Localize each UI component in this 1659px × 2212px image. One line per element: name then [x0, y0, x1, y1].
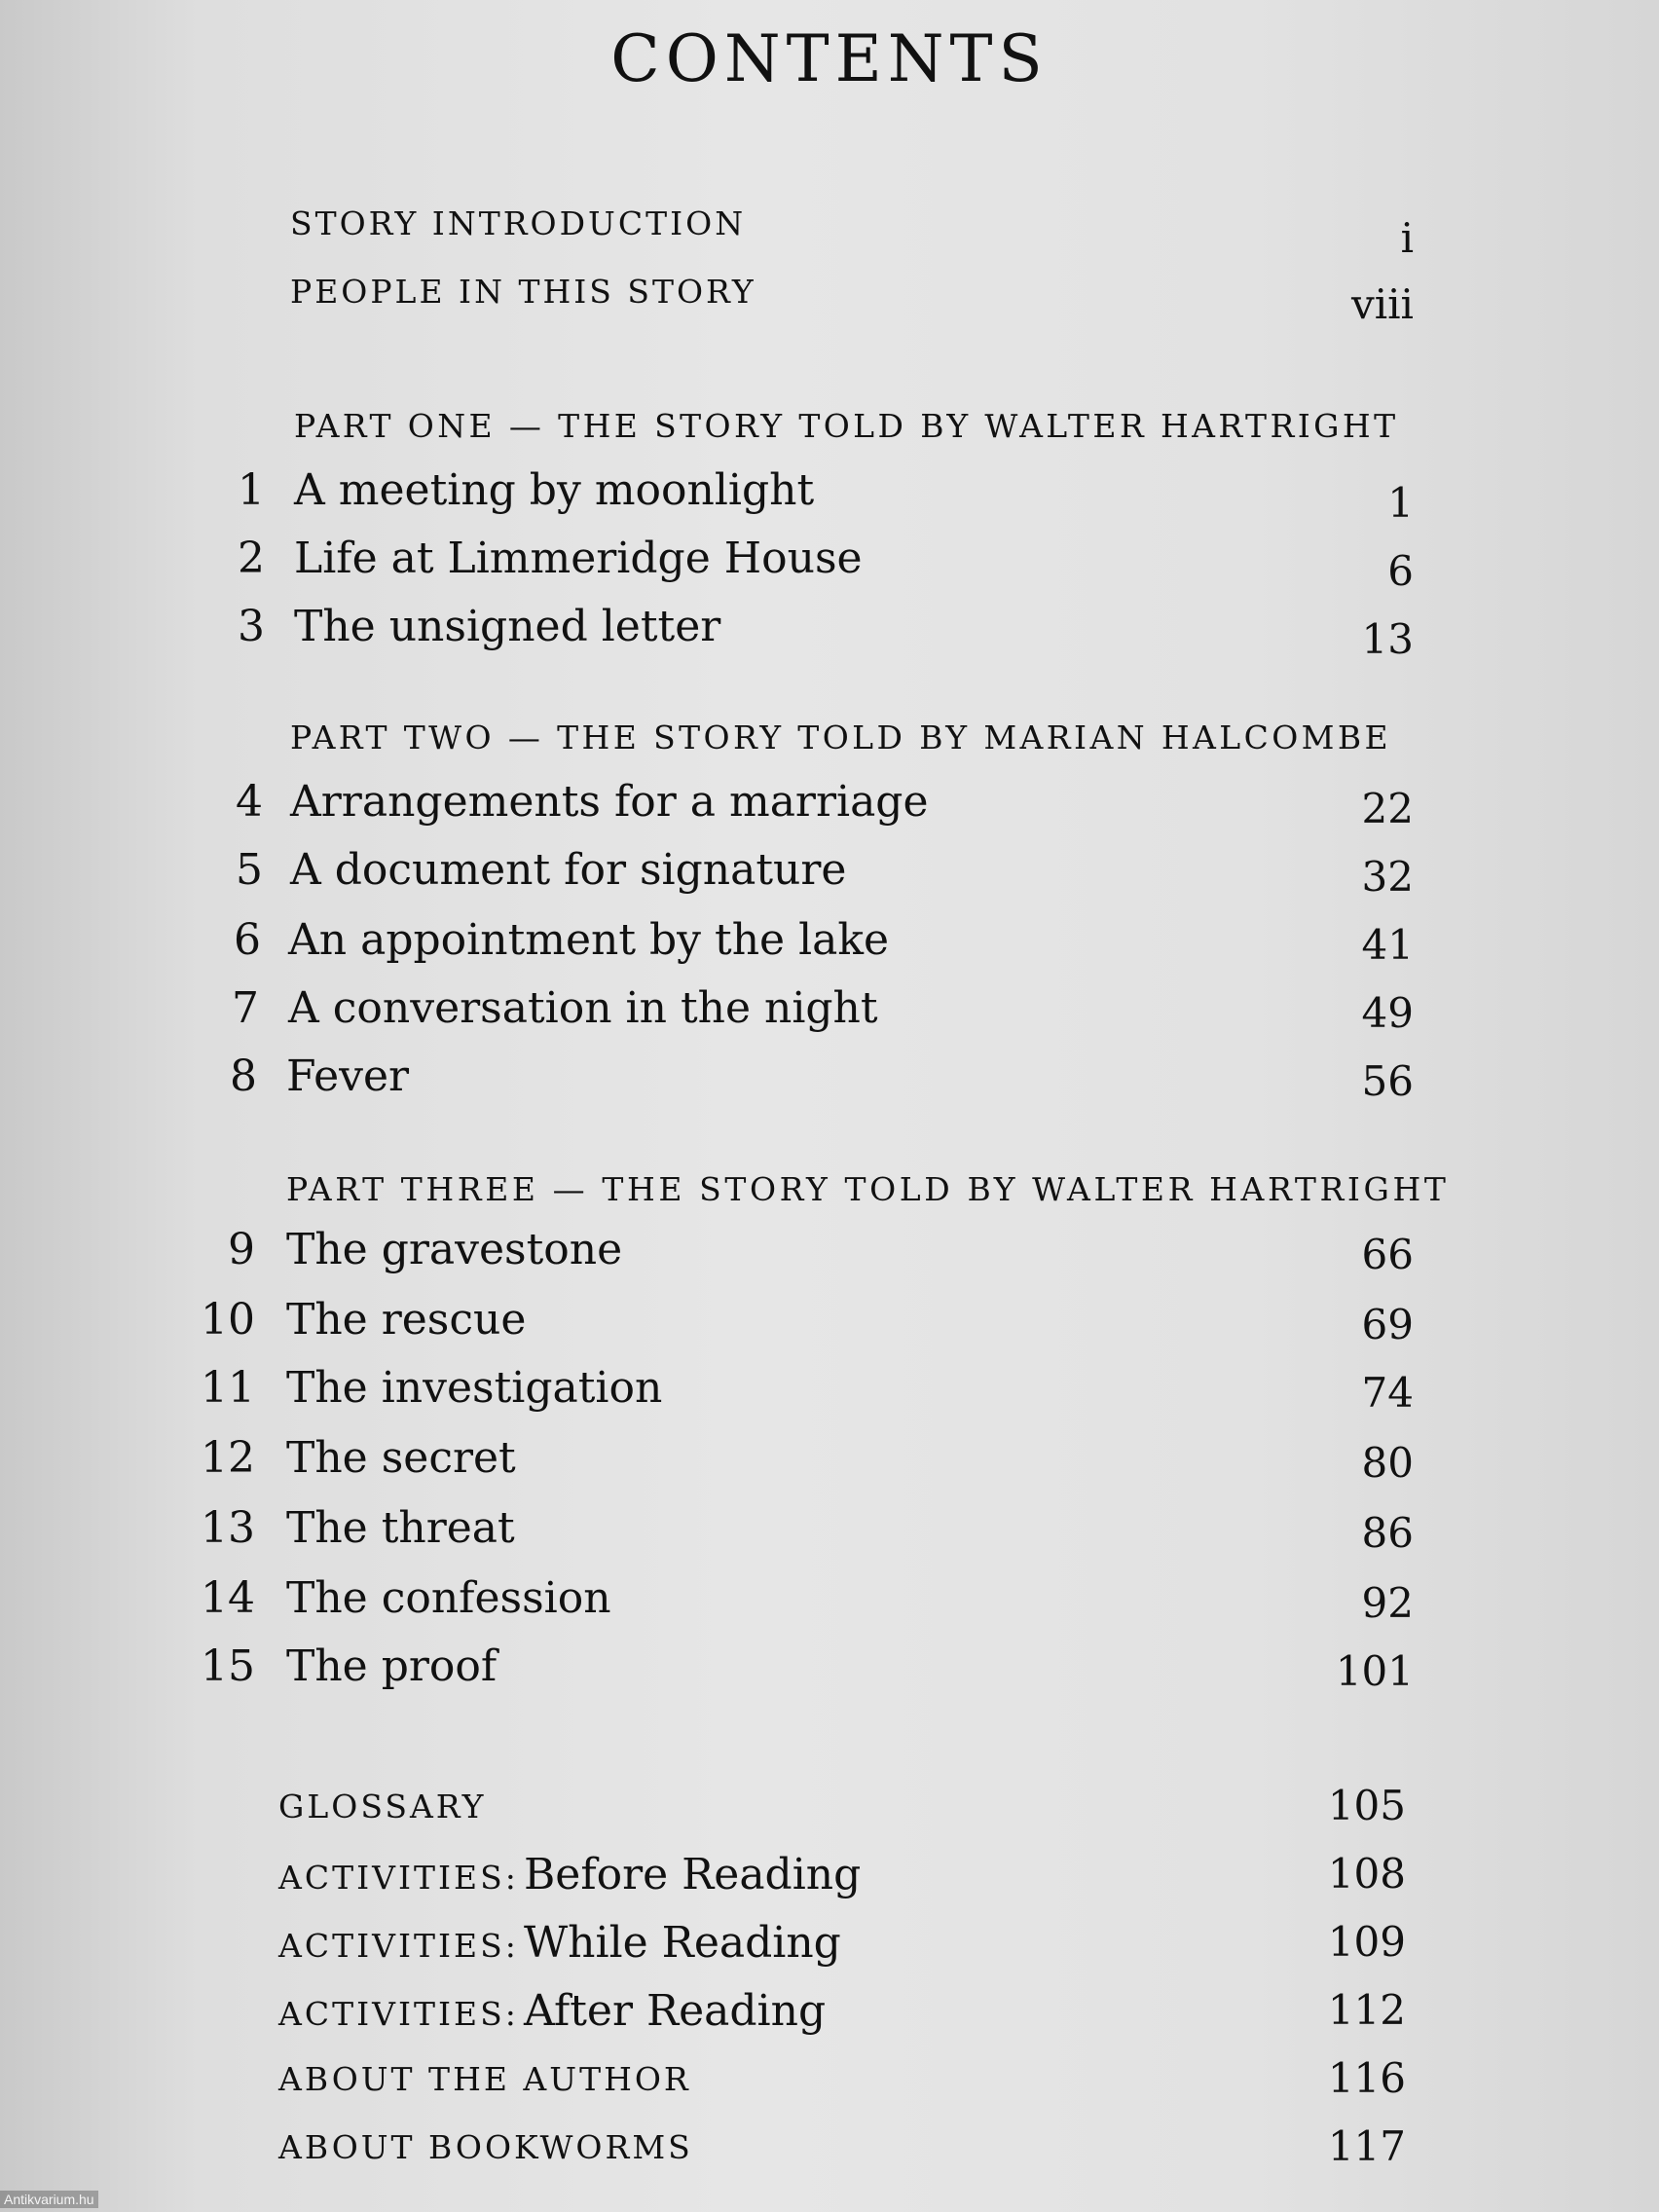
chapter-number: 14	[201, 1573, 255, 1623]
toc-entry-page: 105	[1327, 1782, 1406, 1829]
chapter-title: Fever	[286, 1051, 410, 1101]
toc-entry-label: GLOSSARY	[278, 1788, 487, 1825]
chapter-title: The investigation	[286, 1363, 663, 1413]
chapter-title: A meeting by moonlight	[294, 465, 815, 515]
toc-entry-label: ABOUT THE AUTHOR	[278, 2060, 691, 2098]
watermark: Antikvarium.hu	[0, 2191, 98, 2208]
chapter-number: 11	[201, 1363, 255, 1413]
chapter-number: 8	[230, 1051, 257, 1101]
chapter-page: 41	[1361, 921, 1414, 969]
toc-entry-label-head: ACTIVITIES:	[278, 1927, 519, 1965]
chapter-number: 13	[201, 1503, 255, 1553]
chapter-number: 1	[238, 465, 265, 515]
toc-entry-label: PEOPLE IN THIS STORY	[290, 273, 756, 311]
part-heading	[0, 719, 1659, 777]
chapter-title: The proof	[286, 1641, 498, 1691]
toc-entry-page: 117	[1327, 2122, 1406, 2170]
chapter-entry[interactable]	[0, 534, 1659, 595]
chapter-title: An appointment by the lake	[288, 915, 890, 965]
chapter-number: 5	[236, 845, 263, 895]
chapter-title: A conversation in the night	[288, 983, 878, 1033]
chapter-title: A document for signature	[290, 845, 847, 895]
chapter-page: 92	[1361, 1579, 1414, 1627]
chapter-entry[interactable]	[0, 983, 1659, 1042]
chapter-number: 15	[201, 1641, 255, 1691]
toc-entry-page: viii	[1350, 280, 1414, 328]
toc-entry-label	[278, 1850, 861, 1899]
toc-entry-page: 116	[1327, 2054, 1406, 2102]
part-three-heading: PART THREE — THE STORY TOLD BY WALTER HARTRIGHT	[286, 1170, 1450, 1208]
chapter-page: 1	[1387, 479, 1414, 527]
toc-entry-page: 108	[1327, 1850, 1406, 1898]
toc-entry-about-the-author[interactable]	[0, 2054, 1659, 2113]
toc-entry-page: 109	[1327, 1918, 1406, 1966]
part-heading	[0, 1168, 1659, 1227]
chapter-title: Arrangements for a marriage	[290, 777, 929, 827]
toc-entry-label-head: ACTIVITIES:	[278, 1995, 519, 2033]
chapter-number: 3	[238, 602, 265, 651]
chapter-number: 9	[228, 1225, 255, 1274]
chapter-entry[interactable]	[0, 777, 1659, 835]
page-title: CONTENTS	[610, 21, 1049, 96]
part-one-heading: PART ONE — THE STORY TOLD BY WALTER HARTRIGHT	[294, 407, 1399, 445]
chapter-page: 101	[1335, 1647, 1414, 1695]
toc-entry-label	[278, 1918, 841, 1968]
chapter-page: 22	[1361, 785, 1414, 832]
chapter-entry[interactable]	[0, 1225, 1659, 1283]
toc-entry-activities-after[interactable]	[0, 1986, 1659, 2045]
chapter-entry[interactable]	[0, 1503, 1659, 1562]
toc-entry-page: 112	[1327, 1986, 1406, 2034]
part-heading	[0, 407, 1659, 465]
toc-entry-about-bookworms[interactable]	[0, 2122, 1659, 2181]
chapter-entry[interactable]	[0, 845, 1659, 903]
chapter-page: 74	[1361, 1369, 1414, 1417]
toc-entry-people-in-this-story[interactable]	[0, 271, 1659, 329]
chapter-number: 7	[232, 983, 259, 1033]
toc-entry-label: ABOUT BOOKWORMS	[278, 2128, 693, 2166]
toc-entry-story-introduction[interactable]	[0, 203, 1659, 261]
chapter-page: 86	[1361, 1509, 1414, 1557]
chapter-page: 32	[1361, 853, 1414, 901]
toc-entry-label: STORY INTRODUCTION	[290, 204, 747, 242]
chapter-entry[interactable]	[0, 1641, 1659, 1700]
chapter-entry[interactable]	[0, 1433, 1659, 1492]
toc-entry-activities-while[interactable]	[0, 1918, 1659, 1976]
chapter-title: The threat	[286, 1503, 515, 1553]
chapter-entry[interactable]	[0, 602, 1659, 663]
chapter-page: 56	[1361, 1057, 1414, 1105]
chapter-title: The gravestone	[286, 1225, 623, 1274]
chapter-number: 6	[234, 915, 261, 965]
chapter-page: 69	[1361, 1301, 1414, 1348]
chapter-entry[interactable]	[0, 1295, 1659, 1353]
chapter-title: The unsigned letter	[294, 602, 721, 651]
chapter-title: The secret	[286, 1433, 516, 1483]
toc-entry-page: i	[1400, 214, 1414, 262]
chapter-entry[interactable]	[0, 1573, 1659, 1632]
chapter-number: 10	[201, 1295, 255, 1345]
chapter-page: 13	[1361, 615, 1414, 663]
chapter-number: 2	[238, 534, 265, 583]
chapter-entry[interactable]	[0, 1051, 1659, 1110]
toc-entry-label-head: ACTIVITIES:	[278, 1859, 519, 1897]
chapter-title: The confession	[286, 1573, 611, 1623]
chapter-title: Life at Limmeridge House	[294, 534, 863, 583]
part-two-heading: PART TWO — THE STORY TOLD BY MARIAN HALCOMBE	[290, 719, 1392, 756]
chapter-number: 4	[236, 777, 263, 827]
chapter-page: 49	[1361, 989, 1414, 1037]
toc-entry-activities-before[interactable]	[0, 1850, 1659, 1908]
toc-entry-label	[278, 1986, 826, 2036]
chapter-page: 66	[1361, 1231, 1414, 1278]
toc-entry-glossary[interactable]	[0, 1782, 1659, 1840]
chapter-page: 80	[1361, 1439, 1414, 1487]
toc-entry-label-sub: Before Reading	[523, 1850, 862, 1899]
chapter-entry[interactable]	[0, 915, 1659, 974]
toc-entry-label-sub: While Reading	[523, 1918, 841, 1968]
chapter-entry[interactable]	[0, 1363, 1659, 1421]
chapter-title: The rescue	[286, 1295, 527, 1345]
toc-entry-label-sub: After Reading	[523, 1986, 827, 2036]
chapter-number: 12	[201, 1433, 255, 1483]
chapter-page: 6	[1387, 547, 1414, 595]
chapter-entry[interactable]	[0, 465, 1659, 527]
